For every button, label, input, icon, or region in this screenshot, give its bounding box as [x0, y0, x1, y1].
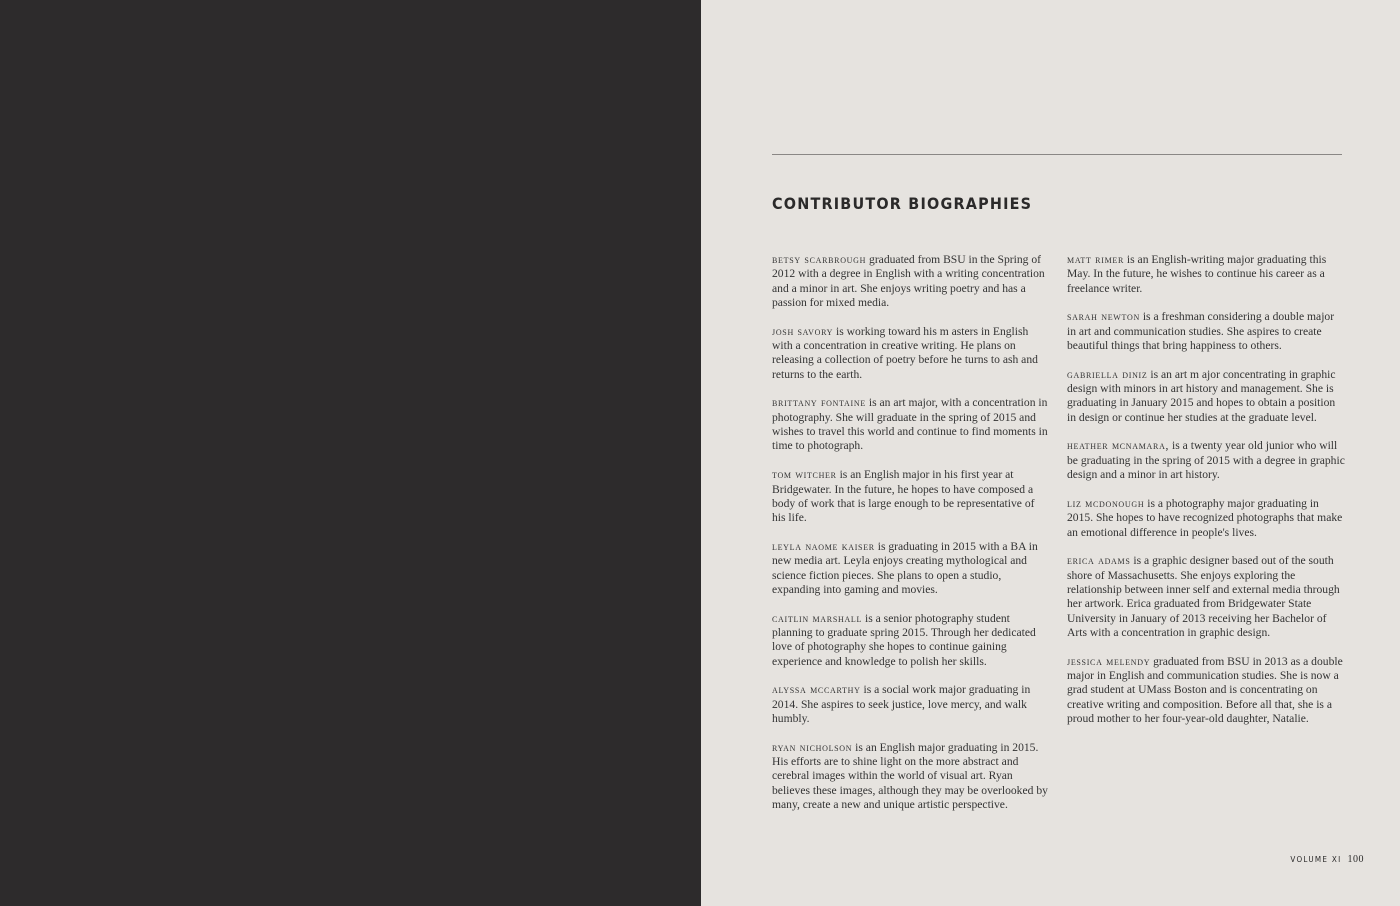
bio-entry [772, 540, 1050, 597]
contributor-name: matt rimer [1067, 253, 1125, 266]
contributor-name: alyssa mccarthy [772, 683, 861, 697]
contributor-name: gabriella diniz [1067, 367, 1148, 381]
bio-text: is an English major graduating in 2015. His efforts are to shine light on the more abstract and cerebral images within the world of visual art. Ryan believes these images, although they may be overlooked by many, create a new and unique artistic perspective. [772, 740, 1048, 812]
bio-entry [772, 396, 1050, 453]
bio-entry [1067, 368, 1345, 425]
bio-text: is a senior photography student planning to graduate spring 2015. Through her dedicated love of photography she hopes to continue gaining experience and knowledge to polish her skills. [772, 611, 1036, 668]
bio-text: graduated from BSU in 2013 as a double major in English and communication studies. She is now a grad student at UMass Boston and is concentrating on creative writing and composition. Before all that, she is a proud mother to her four-year-old daughter, Natalie. [1067, 654, 1343, 725]
bio-entry [772, 253, 1050, 310]
bio-entry [772, 683, 1050, 726]
bio-column-left [772, 253, 1050, 827]
bio-entry [772, 468, 1050, 525]
contributor-name: liz mcdonough [1067, 496, 1145, 510]
contributor-name: josh savory [772, 324, 834, 338]
bio-text: is an English-writing major graduating this May. In the future, he wishes to continue his career as a freelance writer. [1067, 253, 1327, 295]
contributor-name: ryan nicholson [772, 740, 853, 754]
page-title: CONTRIBUTOR BIOGRAPHIES [772, 194, 1033, 213]
bio-entry [1067, 253, 1345, 296]
contributor-name: tom witcher [772, 468, 837, 482]
contributor-name: heather mcnamara, [1067, 439, 1170, 453]
contributor-name: leyla naome kaiser [772, 539, 875, 553]
bio-text: is an English major in his first year at Bridgewater. In the future, he hopes to have composed a body of work that is large enough to be representative of his life. [772, 468, 1035, 525]
contributor-name: erica adams [1067, 554, 1131, 568]
bio-entry [1067, 655, 1345, 727]
bio-entry [1067, 310, 1345, 353]
contributor-name: jessica melendy [1067, 654, 1151, 668]
bio-text: is working toward his m asters in English with a concentration in creative writing. He plans on releasing a collection of poetry before he turns to ash and returns to the earth. [772, 324, 1038, 381]
bio-column-right [1067, 253, 1345, 741]
contributor-name: betsy scarbrough [772, 253, 867, 266]
contributor-name: caitlin marshall [772, 611, 863, 625]
bio-entry [1067, 439, 1345, 482]
bio-text: is graduating in 2015 with a BA in new media art. Leyla enjoys creating mythological and science fiction pieces. She plans to open a studio, expanding into gaming and movies. [772, 539, 1038, 596]
contributor-name: sarah newton [1067, 310, 1140, 324]
bio-entry [1067, 497, 1345, 540]
bio-text: graduated from BSU in the Spring of 2012 with a degree in English with a writing concentration and a minor in art. She enjoys writing poetry and has a passion for mixed media. [772, 253, 1045, 310]
volume-label: VOLUME XI [1290, 855, 1342, 864]
bio-text: is an art m ajor concentrating in graphic design with minors in art history and management. She is graduating in January 2015 and hopes to obtain a position in design or continue her studies at the graduate level. [1067, 367, 1336, 424]
bio-text: is a social work major graduating in 2014. She aspires to seek justice, love mercy, and walk humbly. [772, 683, 1031, 725]
bio-text: is a photography major graduating in 2015. She hopes to have recognized photographs that make an emotional difference in people's lives. [1067, 496, 1343, 539]
header-rule [772, 154, 1342, 155]
bio-text: is a twenty year old junior who will be graduating in the spring of 2015 with a degree in graphic design and a minor in art history. [1067, 439, 1345, 482]
bio-entry [772, 741, 1050, 813]
page-footer [1290, 854, 1364, 865]
bio-text: is a graphic designer based out of the south shore of Massachusetts. She enjoys exploring the relationship between inner self and external media through her artwork. Erica graduated from Bridgewater State University in January of 2013 receiving her Bachelor of Arts with a concentration in graphic design. [1067, 554, 1340, 639]
bio-entry [1067, 554, 1345, 640]
bio-entry [772, 612, 1050, 669]
page-number: 100 [1347, 854, 1364, 865]
bio-entry [772, 325, 1050, 382]
bio-text: is a freshman considering a double major in art and communication studies. She aspires to create beautiful things that bring happiness to others. [1067, 310, 1335, 353]
contributor-name: brittany fontaine [772, 396, 866, 410]
bio-text: is an art major, with a concentration in photography. She will graduate in the spring of 2015 and wishes to travel this world and continue to find moments in time to photograph. [772, 396, 1048, 453]
